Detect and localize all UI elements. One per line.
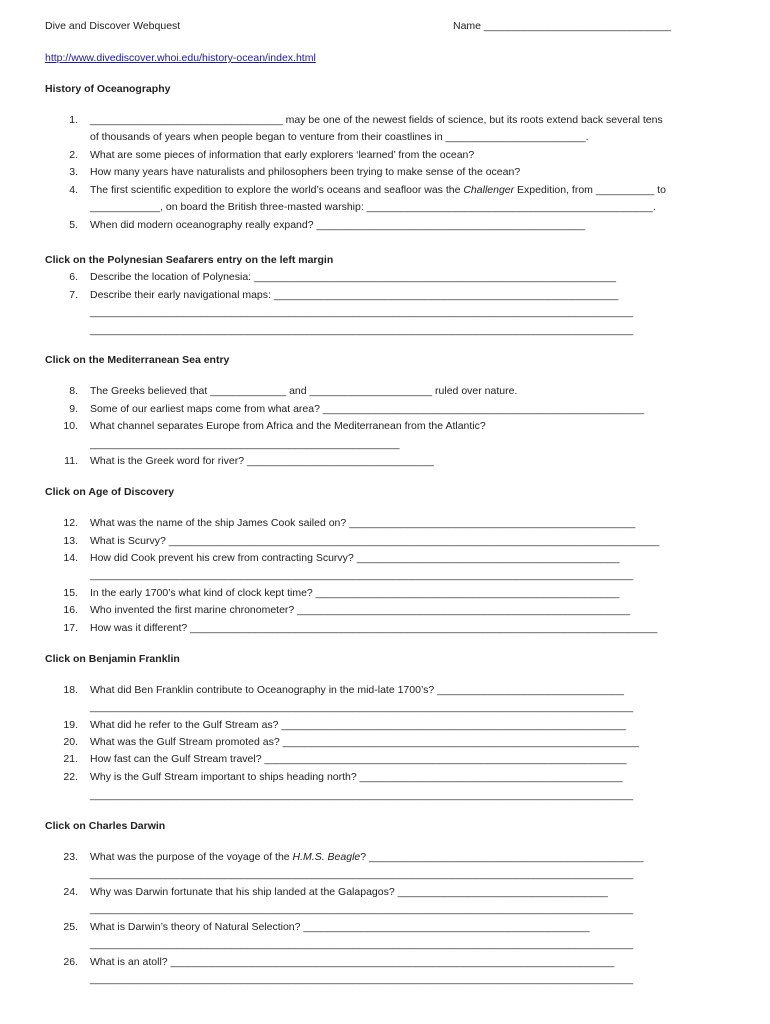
question-number: 13.: [63, 535, 78, 547]
question-text-part: Expedition, from __________ to: [514, 184, 666, 196]
question-number: 5.: [69, 219, 78, 231]
question-number: 15.: [63, 587, 78, 599]
question-number: 12.: [63, 517, 78, 529]
section-heading-history: History of Oceanography: [45, 83, 171, 95]
question-number: 18.: [63, 684, 78, 696]
section-heading-franklin: Click on Benjamin Franklin: [45, 653, 180, 665]
answer-line[interactable]: _____________________________________________________________________________________________: [90, 868, 634, 880]
question-text[interactable]: What did he refer to the Gulf Stream as? ___________________________________________________________: [90, 719, 626, 731]
answer-line[interactable]: _____________________________________________________________________________________________: [90, 569, 634, 581]
question-number: 22.: [63, 771, 78, 783]
ship-name-italic: H.M.S. Beagle: [292, 851, 361, 863]
answer-line[interactable]: _____________________________________________________: [90, 438, 400, 450]
question-number: 3.: [69, 166, 78, 178]
question-text[interactable]: What is the Greek word for river? ________________________________: [90, 455, 434, 467]
section-heading-discovery: Click on Age of Discovery: [45, 486, 175, 498]
question-number: 2.: [69, 149, 78, 161]
name-field[interactable]: Name ________________________________: [453, 20, 671, 32]
question-text: How many years have naturalists and philosophers been trying to make sense of the ocean?: [90, 166, 521, 178]
question-text-part: The first scientific expedition to explore the world’s oceans and seafloor was the: [90, 184, 464, 196]
question-continuation[interactable]: of thousands of years when people began to venture from their coastlines in ________________________.: [90, 131, 589, 143]
question-text[interactable]: _________________________________ may be one of the newest fields of science, but its roots extend back several tens: [90, 114, 663, 126]
answer-line[interactable]: _____________________________________________________________________________________________: [90, 789, 634, 801]
question-number: 4.: [69, 184, 78, 196]
question-number: 19.: [63, 719, 78, 731]
question-text: What are some pieces of information that early explorers ‘learned’ from the ocean?: [90, 149, 475, 161]
question-text[interactable]: What did Ben Franklin contribute to Oceanography in the mid-late 1700’s? ________________________________: [90, 684, 624, 696]
answer-line[interactable]: _____________________________________________________________________________________________: [90, 973, 634, 985]
source-link[interactable]: http://www.divediscover.whoi.edu/history-ocean/index.html: [45, 52, 316, 64]
worksheet-title: Dive and Discover Webquest: [45, 20, 181, 32]
question-number: 1.: [69, 114, 78, 126]
question-text[interactable]: What is an atoll? ____________________________________________________________________________: [90, 956, 615, 968]
question-text[interactable]: [90, 183, 666, 197]
question-number: 7.: [69, 289, 78, 301]
question-number: 8.: [69, 385, 78, 397]
question-number: 24.: [63, 886, 78, 898]
question-text[interactable]: The Greeks believed that _____________ and _____________________ ruled over nature.: [90, 385, 518, 397]
question-text[interactable]: How fast can the Gulf Stream travel? ______________________________________________________________: [90, 753, 627, 765]
question-number: 11.: [64, 455, 78, 467]
question-text-part: What was the purpose of the voyage of the: [90, 851, 293, 863]
question-text[interactable]: What is Scurvy? ____________________________________________________________________________________: [90, 535, 660, 547]
question-text[interactable]: Describe their early navigational maps: ___________________________________________________________: [90, 289, 619, 301]
question-number: 16.: [63, 604, 78, 616]
question-text[interactable]: Who invented the first marine chronometer? _________________________________________________________: [90, 604, 631, 616]
question-number: 14.: [63, 552, 78, 564]
ship-name-italic: Challenger: [463, 184, 515, 196]
question-text-part: ? _______________________________________________: [360, 851, 644, 863]
question-text[interactable]: [90, 850, 643, 864]
question-number: 9.: [69, 403, 78, 415]
answer-line[interactable]: _____________________________________________________________________________________________: [90, 938, 634, 950]
question-continuation[interactable]: ____________, on board the British three-masted warship: _________________________________________________.: [90, 201, 656, 213]
question-number: 21.: [63, 753, 78, 765]
answer-line[interactable]: _____________________________________________________________________________________________: [90, 903, 634, 915]
question-text[interactable]: What was the name of the ship James Cook sailed on? _________________________________________________: [90, 517, 636, 529]
question-text[interactable]: How was it different? ________________________________________________________________________________: [90, 622, 658, 634]
section-heading-darwin: Click on Charles Darwin: [45, 820, 166, 832]
question-text[interactable]: When did modern oceanography really expand? ______________________________________________: [90, 219, 586, 231]
question-number: 10.: [63, 420, 78, 432]
question-text[interactable]: Why is the Gulf Stream important to ships heading north? _____________________________________________: [90, 771, 623, 783]
question-number: 26.: [63, 956, 78, 968]
question-number: 6.: [69, 271, 78, 283]
question-text[interactable]: In the early 1700’s what kind of clock kept time? ____________________________________________________: [90, 587, 620, 599]
question-text[interactable]: Why was Darwin fortunate that his ship landed at the Galapagos? ____________________________________: [90, 886, 608, 898]
question-number: 23.: [63, 851, 78, 863]
question-text[interactable]: What was the Gulf Stream promoted as? _____________________________________________________________: [90, 736, 639, 748]
question-text: What channel separates Europe from Africa and the Mediterranean from the Atlantic?: [90, 420, 486, 432]
question-text[interactable]: What is Darwin’s theory of Natural Selection? _________________________________________________: [90, 921, 590, 933]
answer-line[interactable]: _____________________________________________________________________________________________: [90, 306, 634, 318]
section-heading-polynesian: Click on the Polynesian Seafarers entry on the left margin: [45, 254, 334, 266]
question-number: 25.: [63, 921, 78, 933]
question-text[interactable]: Describe the location of Polynesia: ______________________________________________________________: [90, 271, 617, 283]
question-number: 17.: [63, 622, 78, 634]
answer-line[interactable]: _____________________________________________________________________________________________: [90, 324, 634, 336]
answer-line[interactable]: _____________________________________________________________________________________________: [90, 701, 634, 713]
section-heading-mediterranean: Click on the Mediterranean Sea entry: [45, 354, 230, 366]
question-number: 20.: [63, 736, 78, 748]
question-text[interactable]: Some of our earliest maps come from what area? _______________________________________________________: [90, 403, 645, 415]
question-text[interactable]: How did Cook prevent his crew from contracting Scurvy? _____________________________________________: [90, 552, 620, 564]
